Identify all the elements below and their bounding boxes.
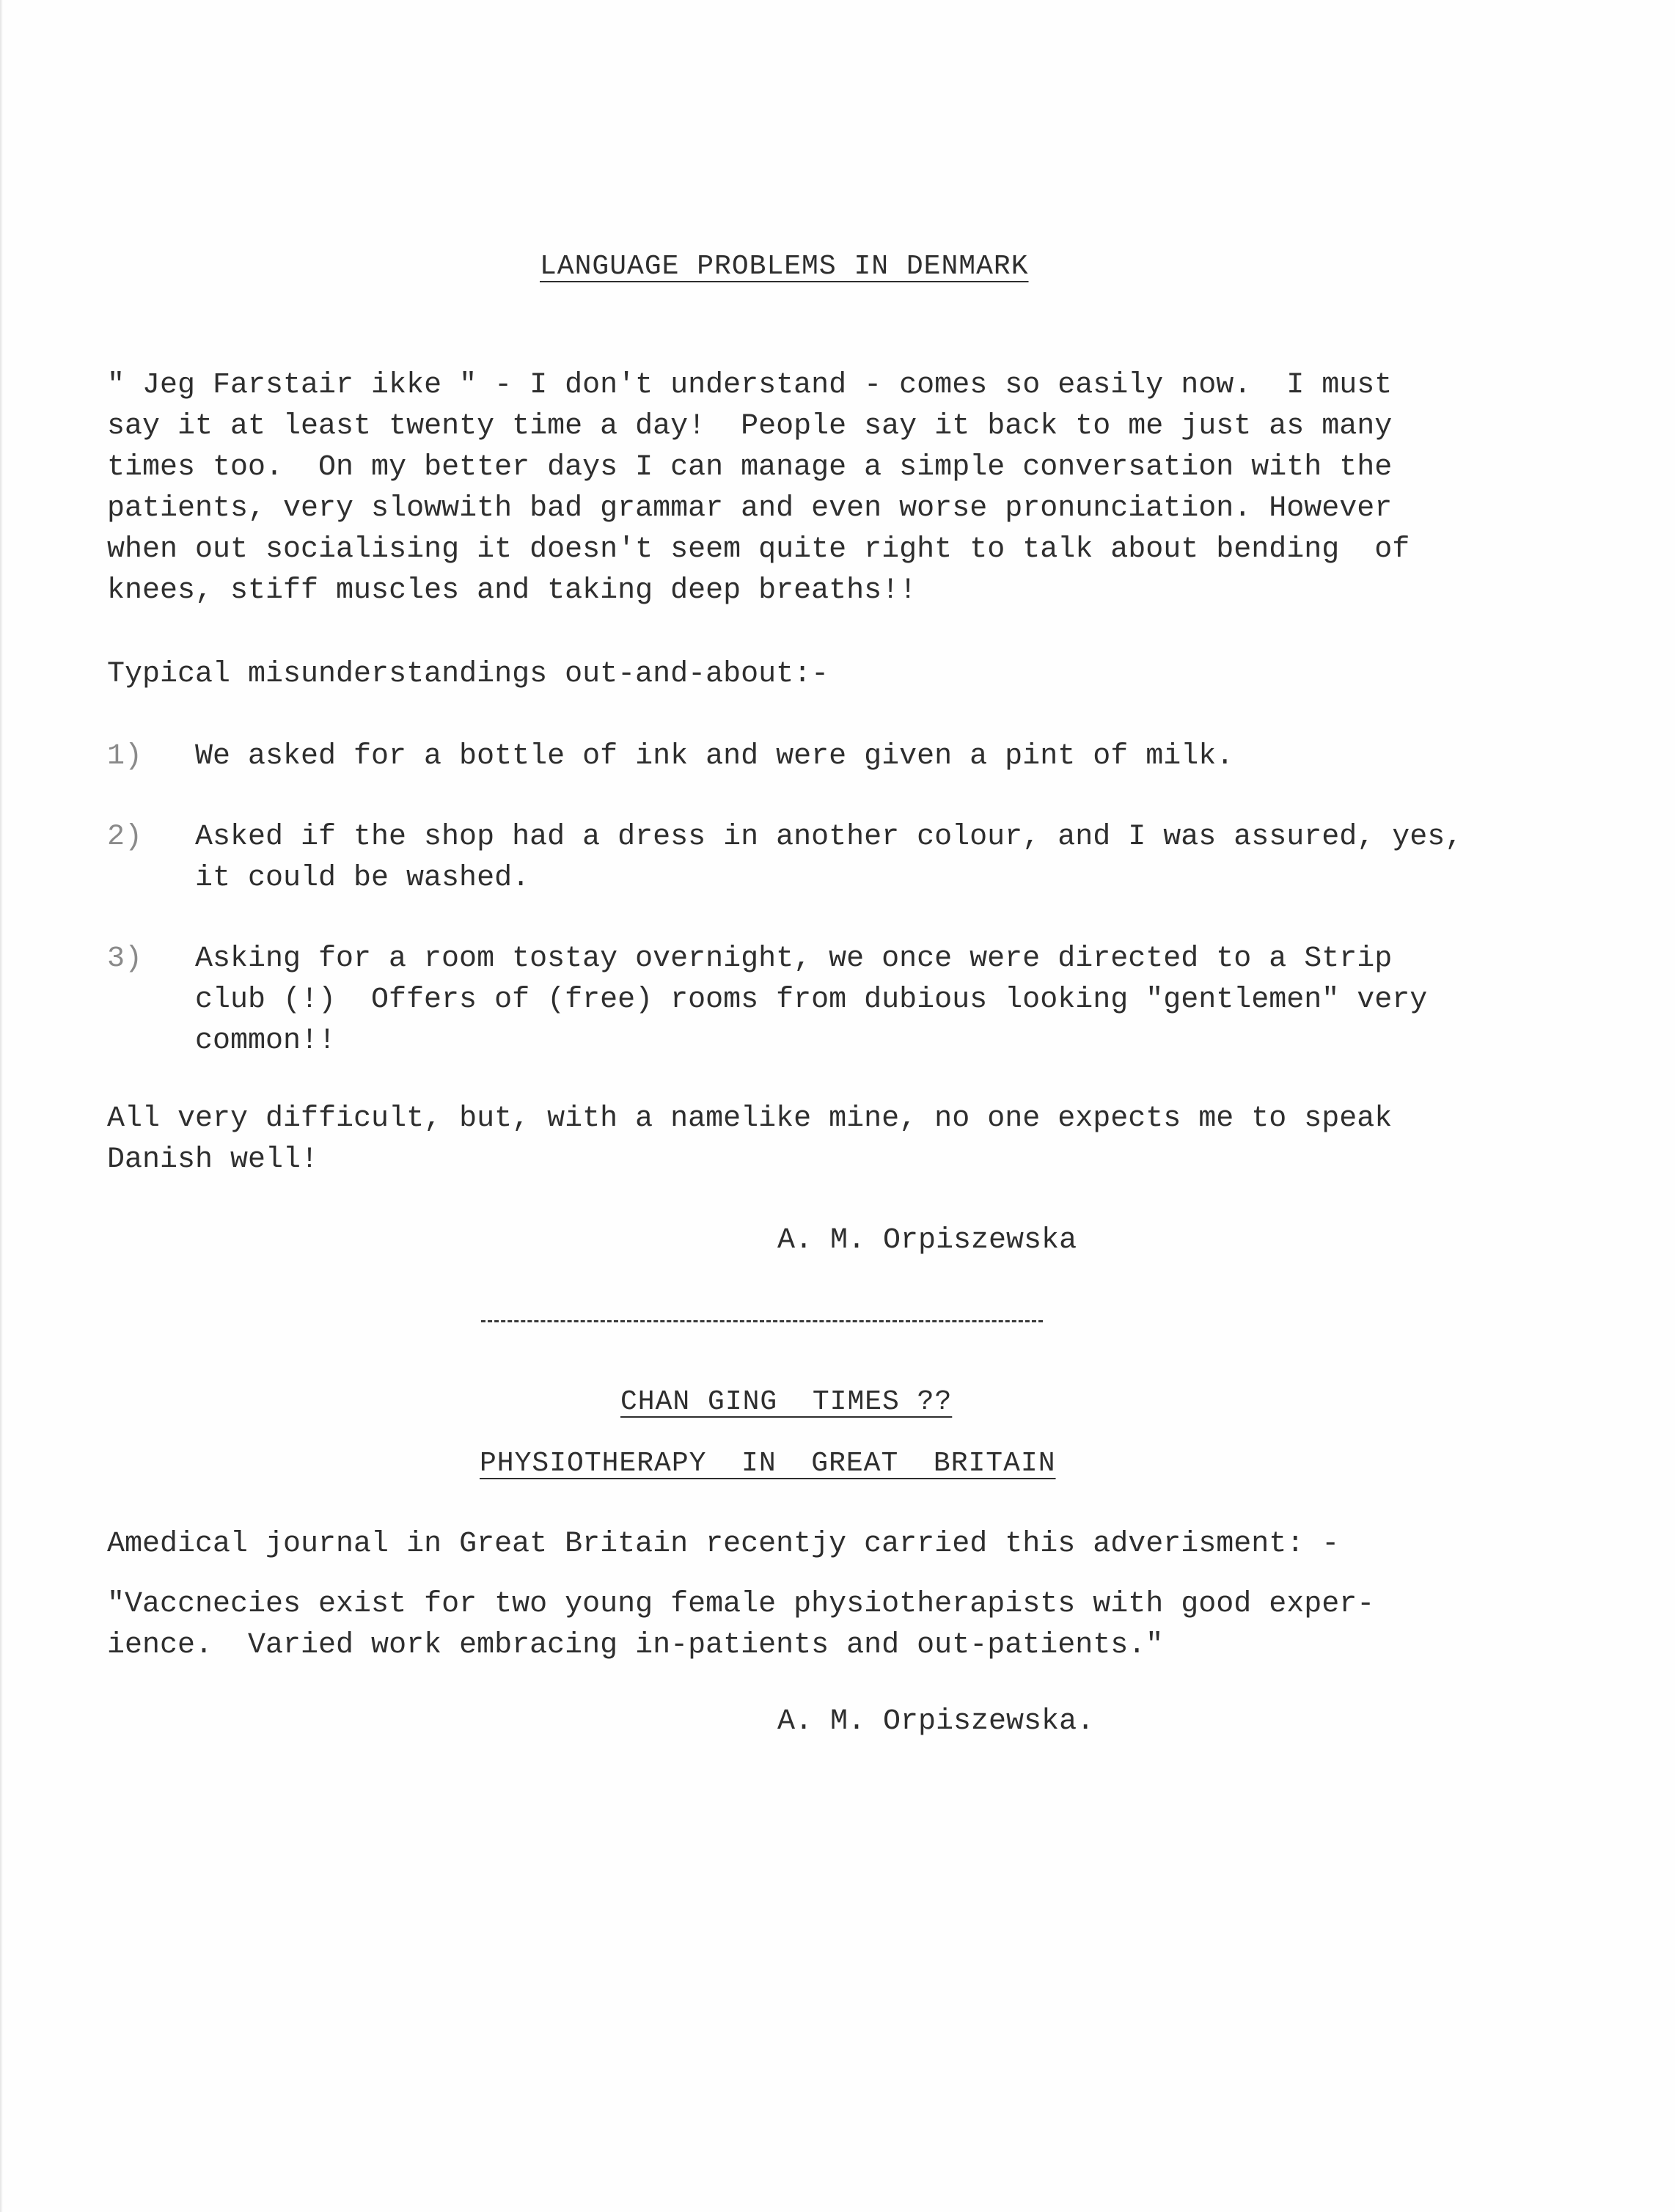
- paragraph-line: when out socialising it doesn't seem quite right to talk about bending of: [107, 533, 1410, 566]
- list-item-line: We asked for a bottle of ink and were given a pint of milk.: [195, 740, 1234, 773]
- advert-quote-line: ience. Varied work embracing in-patients and out-patients.": [107, 1629, 1164, 1662]
- list-item-number: 1): [107, 740, 143, 773]
- list-item-number: 2): [107, 821, 143, 854]
- list-item-number: 3): [107, 942, 143, 975]
- list-item-line: Asked if the shop had a dress in another colour, and I was assured, yes,: [195, 821, 1463, 854]
- paragraph-line: knees, stiff muscles and taking deep breaths!!: [107, 574, 917, 607]
- article-title-language-problems: LANGUAGE PROBLEMS IN DENMARK: [540, 251, 1029, 282]
- section-divider: [481, 1320, 1043, 1322]
- list-item-line: common!!: [195, 1025, 337, 1058]
- list-item-line: it could be washed.: [195, 862, 530, 895]
- paragraph-line: times too. On my better days I can manage a simple conversation with the: [107, 451, 1393, 484]
- advert-quote-line: "Vaccnecies exist for two young female physiotherapists with good exper-: [107, 1588, 1375, 1621]
- misunderstandings-intro: Typical misunderstandings out-and-about:-: [107, 658, 829, 691]
- paragraph-line: " Jeg Farstair ikke " - I don't understand - comes so easily now. I must: [107, 369, 1393, 402]
- closing-line: All very difficult, but, with a namelike mine, no one expects me to speak: [107, 1102, 1393, 1135]
- list-item-line: club (!) Offers of (free) rooms from dubious looking "gentlemen" very: [195, 984, 1428, 1017]
- closing-line: Danish well!: [107, 1143, 319, 1176]
- article-title-changing-times: CHAN GING TIMES ??: [620, 1386, 953, 1418]
- author-signature: A. M. Orpiszewska.: [777, 1705, 1095, 1738]
- page-edge-shadow: [0, 0, 3, 2212]
- list-item-line: Asking for a room tostay overnight, we once were directed to a Strip: [195, 942, 1393, 975]
- journal-paragraph: Amedical journal in Great Britain recentjy carried this adverisment: -: [107, 1528, 1340, 1561]
- paragraph-line: say it at least twenty time a day! People say it back to me just as many: [107, 410, 1393, 443]
- author-signature: A. M. Orpiszewska: [777, 1224, 1077, 1257]
- article-subtitle-physiotherapy: PHYSIOTHERAPY IN GREAT BRITAIN: [480, 1448, 1056, 1479]
- paragraph-line: patients, very slowwith bad grammar and even worse pronunciation. However: [107, 492, 1393, 525]
